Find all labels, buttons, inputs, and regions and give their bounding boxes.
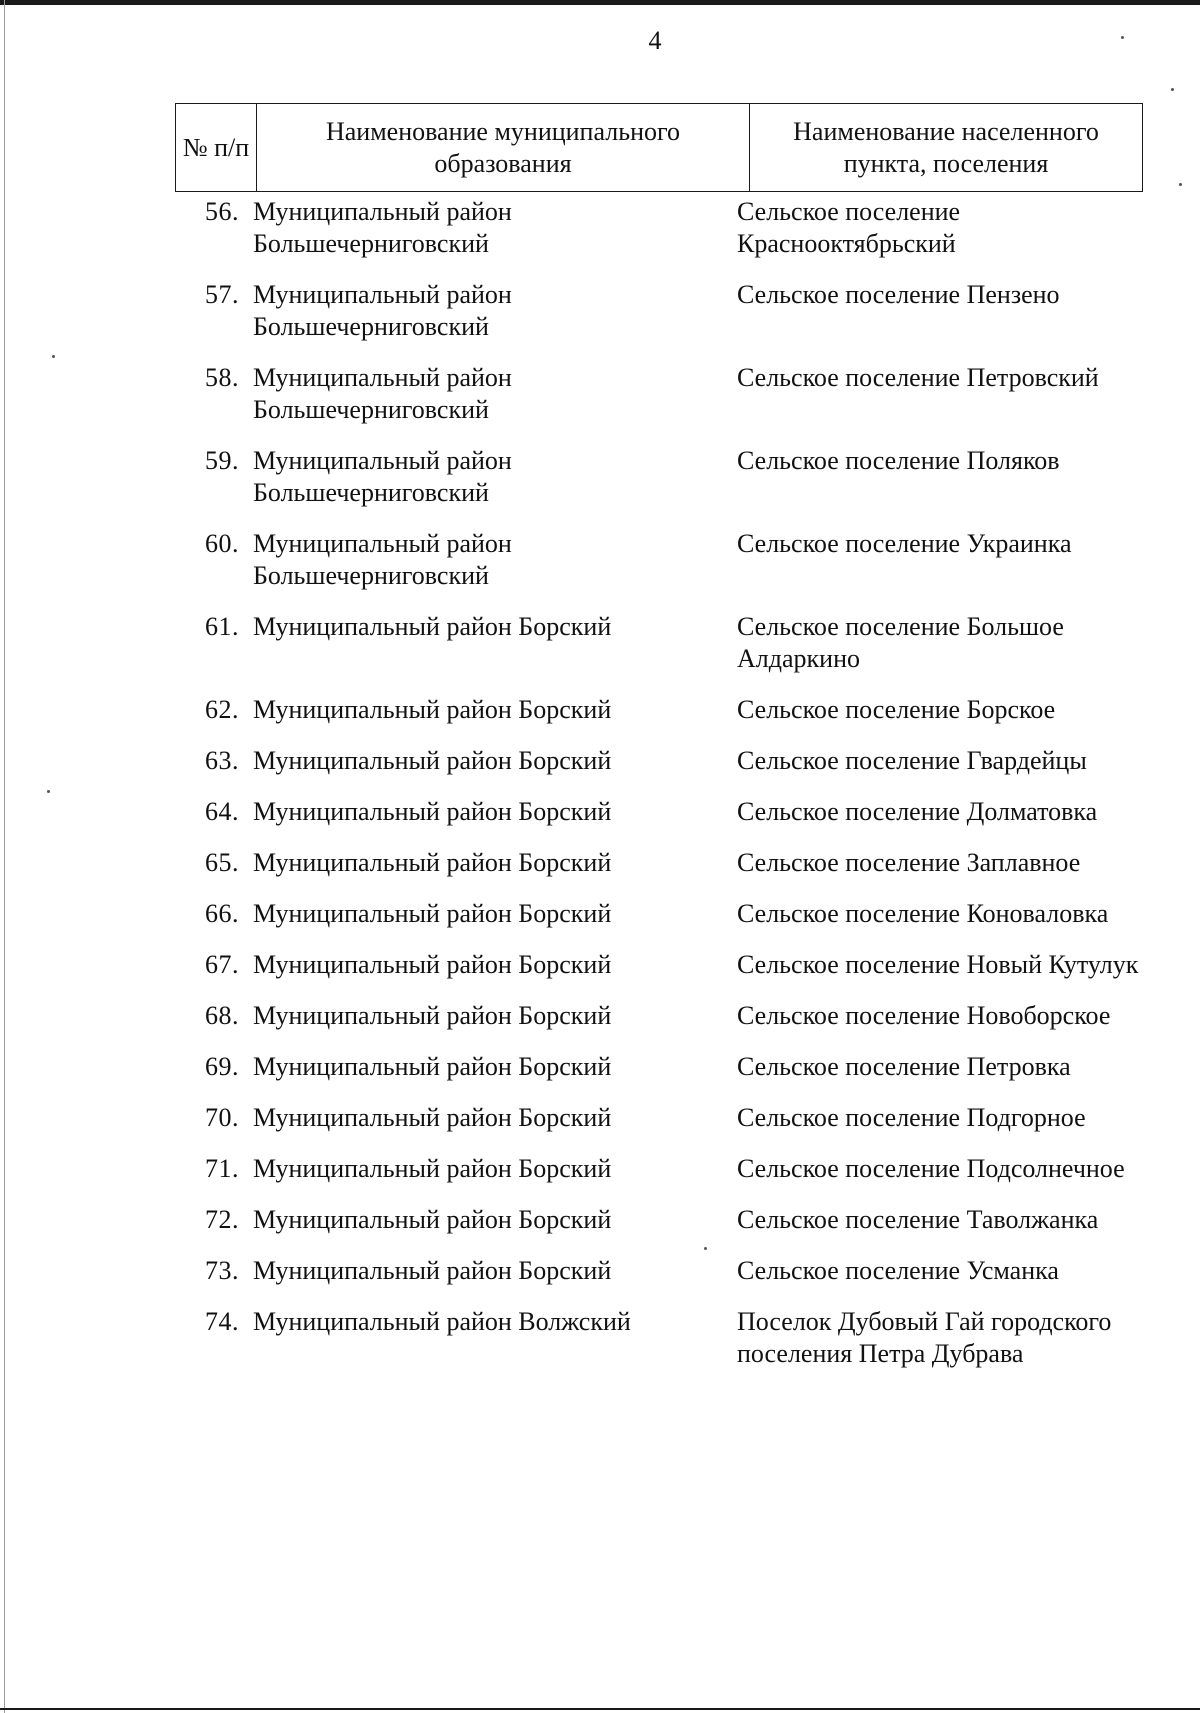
row-municipality: Муниципальный район Борский: [253, 612, 612, 641]
header-municipality: Наименование муниципального образования: [257, 104, 750, 192]
row-municipality: Муниципальный район Борский: [253, 1154, 612, 1183]
table-header: [175, 103, 1143, 192]
table-row: [175, 611, 1143, 694]
table-row: [175, 1306, 1143, 1389]
row-settlement: Сельское поселение Новый Кутулук: [737, 950, 1139, 979]
row-municipality: Муниципальный район Борский: [253, 1103, 612, 1132]
row-number: 65.: [205, 848, 239, 877]
row-number: 62.: [205, 695, 239, 724]
row-number: 73.: [205, 1256, 239, 1285]
scan-speck: [47, 790, 50, 793]
row-settlement: Сельское поселение Поляков: [737, 446, 1060, 475]
row-number: 61.: [205, 612, 239, 641]
row-settlement: Сельское поселение Усманка: [737, 1256, 1059, 1285]
row-settlement: Сельское поселение Долматовка: [737, 797, 1098, 826]
row-settlement: Поселок Дубовый Гай городского поселения Петра Дубрава: [737, 1307, 1112, 1368]
row-number: 71.: [205, 1154, 239, 1183]
row-number: 57.: [205, 280, 239, 309]
table-row: [175, 949, 1143, 1000]
row-number: 56.: [205, 197, 239, 226]
table-row: [175, 279, 1143, 362]
scan-speck: [1179, 183, 1182, 186]
page-border-top: [0, 0, 1200, 5]
row-municipality: Муниципальный район Борский: [253, 899, 612, 928]
row-settlement: Сельское поселение Краснооктябрьский: [737, 197, 961, 258]
row-settlement: Сельское поселение Борское: [737, 695, 1056, 724]
row-settlement: Сельское поселение Петровка: [737, 1052, 1071, 1081]
row-settlement: Сельское поселение Коноваловка: [737, 899, 1109, 928]
row-settlement: Сельское поселение Украинка: [737, 529, 1072, 558]
row-number: 58.: [205, 363, 239, 392]
row-municipality: Муниципальный район Борский: [253, 1001, 612, 1030]
row-number: 70.: [205, 1103, 239, 1132]
row-municipality: Муниципальный район Волжский: [253, 1307, 631, 1336]
row-settlement: Сельское поселение Подгорное: [737, 1103, 1086, 1132]
row-number: 67.: [205, 950, 239, 979]
row-municipality: Муниципальный район Борский: [253, 950, 612, 979]
row-municipality: Муниципальный район Борский: [253, 1205, 612, 1234]
row-settlement: Сельское поселение Заплавное: [737, 848, 1081, 877]
header-settlement: Наименование населенного пункта, поселения: [750, 104, 1143, 192]
table-row: [175, 196, 1143, 279]
table-row: [175, 898, 1143, 949]
row-municipality: Муниципальный район Борский: [253, 695, 612, 724]
table-row: [175, 1000, 1143, 1051]
row-municipality: Муниципальный район Борский: [253, 848, 612, 877]
row-settlement: Сельское поселение Петровский: [737, 363, 1099, 392]
row-number: 69.: [205, 1052, 239, 1081]
table-row: [175, 1153, 1143, 1204]
table-row: [175, 745, 1143, 796]
table-row: [175, 796, 1143, 847]
page-border-bottom: [0, 1708, 1200, 1710]
table-row: [175, 694, 1143, 745]
row-number: 64.: [205, 797, 239, 826]
page-border-left: [4, 0, 5, 1713]
row-municipality: Муниципальный район Борский: [253, 797, 612, 826]
row-municipality: Муниципальный район Борский: [253, 746, 612, 775]
table-row: [175, 1051, 1143, 1102]
table-row: [175, 1255, 1143, 1306]
table-row: [175, 1204, 1143, 1255]
row-settlement: Сельское поселение Гвардейцы: [737, 746, 1087, 775]
row-municipality: Муниципальный район Большечерниговский: [253, 197, 512, 258]
row-number: 68.: [205, 1001, 239, 1030]
table-row: [175, 445, 1143, 528]
scan-speck: [52, 355, 55, 358]
table-body: [175, 196, 1143, 1389]
table-row: [175, 847, 1143, 898]
row-number: 59.: [205, 446, 239, 475]
row-number: 72.: [205, 1205, 239, 1234]
scan-speck: [1171, 88, 1174, 91]
header-number: № п/п: [176, 104, 257, 192]
row-municipality: Муниципальный район Борский: [253, 1256, 612, 1285]
row-settlement: Сельское поселение Пензено: [737, 280, 1060, 309]
row-settlement: Сельское поселение Большое Алдаркино: [737, 612, 1064, 673]
row-municipality: Муниципальный район Большечерниговский: [253, 446, 512, 507]
row-number: 66.: [205, 899, 239, 928]
row-number: 60.: [205, 529, 239, 558]
row-municipality: Муниципальный район Борский: [253, 1052, 612, 1081]
row-municipality: Муниципальный район Большечерниговский: [253, 280, 512, 341]
table-row: [175, 528, 1143, 611]
page-number: 4: [648, 26, 662, 55]
table-row: [175, 1102, 1143, 1153]
row-municipality: Муниципальный район Большечерниговский: [253, 363, 512, 424]
row-settlement: Сельское поселение Таволжанка: [737, 1205, 1099, 1234]
row-municipality: Муниципальный район Большечерниговский: [253, 529, 512, 590]
row-number: 74.: [205, 1307, 239, 1336]
row-settlement: Сельское поселение Новоборское: [737, 1001, 1111, 1030]
row-settlement: Сельское поселение Подсолнечное: [737, 1154, 1125, 1183]
table-row: [175, 362, 1143, 445]
row-number: 63.: [205, 746, 239, 775]
